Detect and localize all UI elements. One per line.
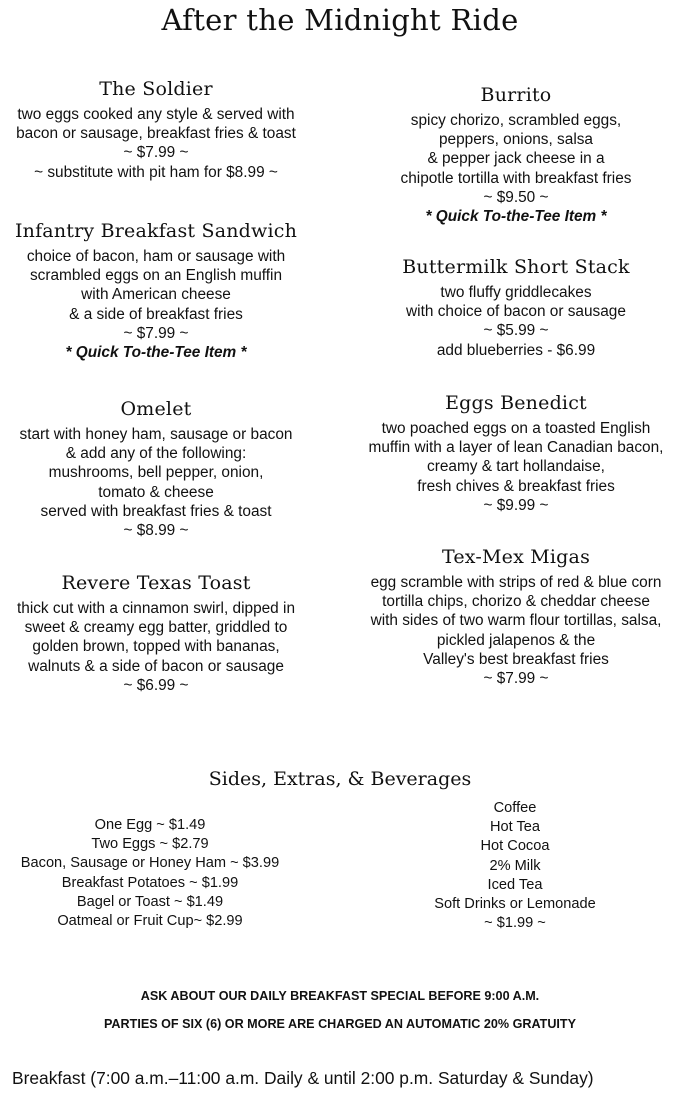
item-desc-line: & pepper jack cheese in a (427, 150, 605, 168)
item-desc-line: muffin with a layer of lean Canadian bacon, (368, 439, 664, 457)
item-desc-line: tortilla chips, chorizo & cheddar cheese (382, 593, 650, 611)
list-item: One Egg ~ $1.49 (94, 817, 206, 833)
list-item: Hot Tea (489, 819, 541, 836)
item-price: ~ $7.99 ~ (483, 670, 549, 688)
menu-title: After the Midnight Ride (161, 3, 519, 37)
item-desc-line: tomato & cheese (98, 483, 214, 501)
item-name: Omelet (120, 398, 192, 420)
item-desc-line: bacon or sausage, breakfast fries & toast (16, 125, 296, 143)
item-price: ~ $7.99 ~ (123, 324, 189, 342)
item-price: ~ $7.99 ~ (123, 144, 189, 162)
menu-item-revere-texas-toast (0, 570, 312, 695)
item-desc-line: chipotle tortilla with breakfast fries (400, 169, 632, 187)
beverages-list (415, 799, 615, 933)
menu-item-infantry-breakfast-sandwich (0, 218, 312, 362)
item-desc-line: add blueberries - $6.99 (436, 341, 596, 359)
quick-item-badge: * Quick To-the-Tee Item * (65, 344, 247, 362)
item-desc-line: fresh chives & breakfast fries (417, 477, 615, 495)
item-desc-line: two fluffy griddlecakes (440, 284, 592, 301)
item-name: Tex-Mex Migas (441, 546, 591, 568)
item-price: ~ $6.99 ~ (123, 676, 189, 694)
item-name: Eggs Benedict (445, 392, 587, 414)
item-desc-line: walnuts & a side of bacon or sausage (28, 657, 284, 675)
item-name: Revere Texas Toast (61, 572, 251, 594)
menu-item-burrito (352, 82, 680, 226)
list-item: Bagel or Toast ~ $1.49 (76, 893, 224, 910)
item-desc-line: thick cut with a cinnamon swirl, dipped in (16, 600, 296, 617)
list-item: Two Eggs ~ $2.79 (91, 836, 209, 853)
quick-item-badge: * Quick To-the-Tee Item * (425, 208, 607, 226)
item-desc-line: sweet & creamy egg batter, griddled to (24, 619, 288, 637)
item-price: ~ $9.50 ~ (483, 188, 549, 206)
item-name: Buttermilk Short Stack (402, 256, 630, 278)
item-price: ~ $5.99 ~ (483, 322, 549, 340)
item-desc-line: & add any of the following: (65, 445, 247, 463)
menu-item-buttermilk-short-stack (352, 254, 680, 360)
item-desc-line: with sides of two warm flour tortillas, salsa, (370, 612, 662, 630)
beverage-price: ~ $1.99 ~ (484, 915, 546, 932)
item-desc-line: creamy & tart hollandaise, (427, 458, 605, 476)
item-desc-line: choice of bacon, ham or sausage with (26, 248, 286, 265)
list-item: Bacon, Sausage or Honey Ham ~ $3.99 (20, 855, 280, 872)
item-desc-line: scrambled eggs on an English muffin (29, 267, 283, 285)
item-desc-line: with American cheese (81, 286, 231, 304)
item-desc-line: two poached eggs on a toasted English (381, 420, 651, 437)
breakfast-hours: Breakfast (7:00 a.m.–11:00 a.m. Daily & until 2:00 p.m. Saturday & Sunday) (12, 1068, 594, 1088)
list-item: Hot Cocoa (480, 838, 550, 855)
item-price: ~ $8.99 ~ (123, 522, 189, 540)
list-item: Breakfast Potatoes ~ $1.99 (61, 874, 239, 891)
item-name: The Soldier (99, 78, 213, 100)
item-name: Infantry Breakfast Sandwich (14, 220, 298, 242)
item-desc-line: golden brown, topped with bananas, (32, 638, 280, 656)
item-desc-line: two eggs cooked any style & served with (17, 106, 295, 123)
item-desc-line: spicy chorizo, scrambled eggs, (410, 112, 622, 129)
extras-list (0, 816, 300, 931)
list-item: Iced Tea (487, 876, 543, 893)
gratuity-notice: PARTIES OF SIX (6) OR MORE ARE CHARGED AN AUTOMATIC 20% GRATUITY (103, 1017, 577, 1031)
item-desc-line: & a side of breakfast fries (69, 305, 243, 323)
item-desc-line: egg scramble with strips of red & blue corn (370, 574, 662, 591)
item-name: Burrito (480, 84, 552, 106)
menu-item-the-soldier (0, 76, 312, 182)
menu-item-eggs-benedict (352, 390, 680, 515)
item-desc-line: pickled jalapenos & the (436, 631, 596, 649)
daily-special-notice: ASK ABOUT OUR DAILY BREAKFAST SPECIAL BEFORE 9:00 A.M. (140, 989, 540, 1003)
item-desc-line: served with breakfast fries & toast (40, 502, 272, 520)
item-desc-line: mushrooms, bell pepper, onion, (48, 464, 264, 482)
item-desc-line: Valley's best breakfast fries (423, 650, 609, 668)
sides-section-title: Sides, Extras, & Beverages (208, 768, 472, 790)
item-desc-line: start with honey ham, sausage or bacon (19, 426, 293, 443)
menu-item-omelet (0, 396, 312, 540)
item-desc-line: peppers, onions, salsa (438, 131, 593, 149)
menu-item-tex-mex-migas (352, 544, 680, 688)
list-item: 2% Milk (489, 857, 541, 874)
list-item: Soft Drinks or Lemonade (434, 896, 596, 913)
list-item: Coffee (493, 800, 537, 816)
list-item: Oatmeal or Fruit Cup~ $2.99 (57, 913, 243, 930)
item-desc-line: ~ substitute with pit ham for $8.99 ~ (34, 163, 278, 181)
item-desc-line: with choice of bacon or sausage (406, 303, 626, 321)
item-price: ~ $9.99 ~ (483, 496, 549, 514)
